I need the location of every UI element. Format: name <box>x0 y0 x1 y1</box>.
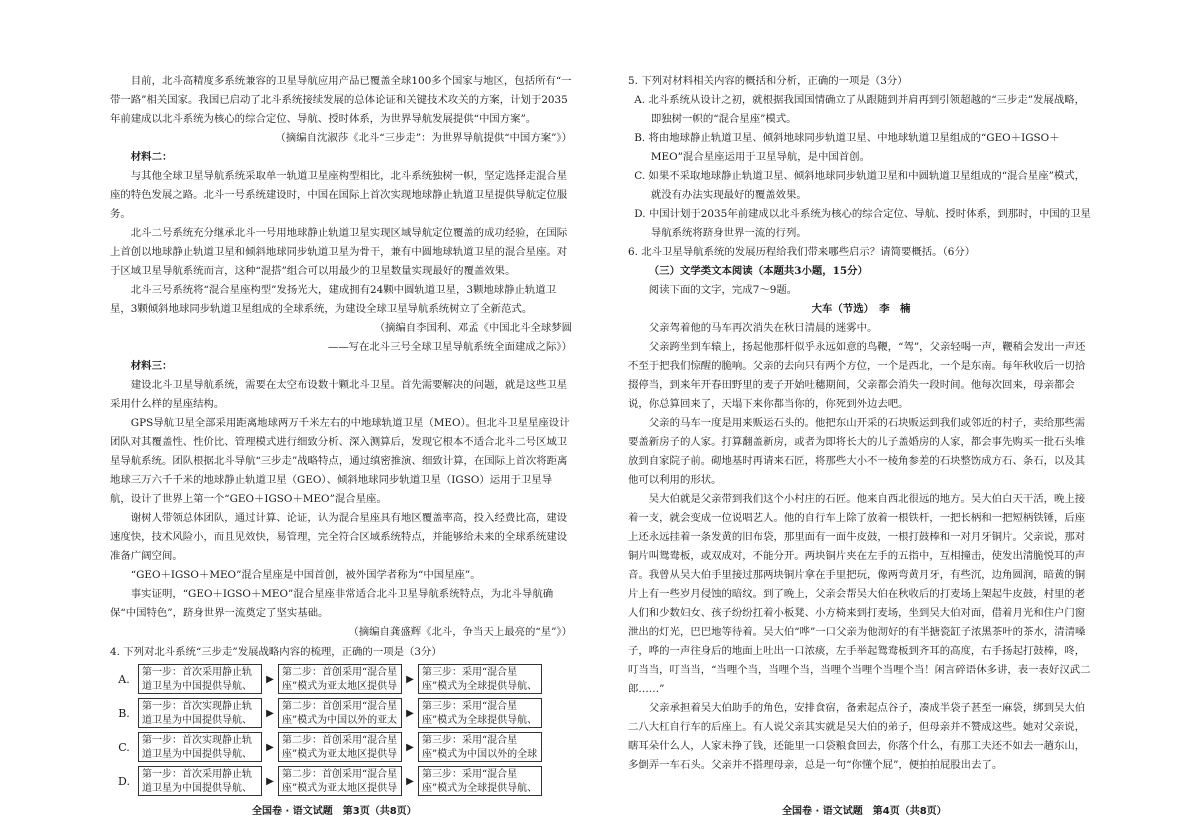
step-box: 第三步：采用“混合星座”模式为全球提供导航、 <box>418 698 542 728</box>
material1-paragraph: 目前，北斗高精度多系统兼容的卫星导航应用产品已覆盖全球100多个国家与地区，包括所有“一带一路”相关国家。我国已启动了北斗系统接续发展的总体论证和关键技术攻关的方案，计划于2035年前建成以北斗系统为核心的综合定位、导航、授时体系，为世界导航发展提供“中国方案”。 <box>110 75 572 125</box>
choice-letter: C. <box>118 740 130 754</box>
option-c[interactable]: C. 如果不采取地球静止轨道卫星、倾斜地球同步轨道卫星和中圆轨道卫星组成的“混合星座”模式，就没有办法实现最好的覆盖效果。 <box>634 170 1086 201</box>
right-page <box>628 72 1094 775</box>
choice-letter: D. <box>118 774 130 788</box>
step-box: 第二步：首创采用“混合星座”模式为中国以外的亚太 <box>278 698 402 728</box>
material3-paragraph: “GEO＋IGSO＋MEO”混合星座是中国首创，被外国学者称为“中国星座”。 <box>130 569 481 581</box>
question-4: 4. 下列对北斗系统“三步走”发展战略内容的梳理，正确的一项是（3分） <box>110 646 442 658</box>
arrow-right-icon: ▶ <box>266 775 274 787</box>
step-box: 第二步：首创采用“混合星座”模式为亚太地区提供导 <box>278 664 402 694</box>
question-6: 6. 北斗卫星导航系统的发展历程给我们带来哪些启示？请简要概括。（6分） <box>628 246 976 258</box>
arrow-right-icon: ▶ <box>406 673 414 685</box>
reading-instruction: 阅读下面的文字，完成7～9题。 <box>648 284 798 296</box>
material2-paragraph: 与其他全球卫星导航系统采取单一轨道卫星座构型相比，北斗系统独树一帜，坚定选择走混合星座的特色发展之路。北斗一号系统建设时，中国在国际上首次实现地球静止轨道卫星提供导航定位服务。 <box>110 170 568 220</box>
story-paragraph: 父亲的马车一度是用来贩运石头的。他把东山开采的石块贩运到我们或邻近的村子，卖给那些需要盖新房子的人家。打算翻盖新房，或者为即将长大的儿子盖婚房的人家，都会事先购买一批石头堆放到自家院子前。砌地基时再请来石匠，将那些大小不一棱角参差的石块整饬成方石、条石，以及其他可以利用的形状。 <box>628 417 1086 486</box>
material3-paragraph: 建设北斗卫星导航系统，需要在太空布设数十颗北斗卫星。首先需要解决的问题，就是这些卫星采用什么样的星座结构。 <box>110 379 568 410</box>
step-box: 第一步：首次实现静止轨道卫星为中国提供导航、 <box>138 698 262 728</box>
arrow-right-icon: ▶ <box>406 741 414 753</box>
step-box: 第二步：首创采用“混合星座”模式为亚太地区提供导 <box>278 732 402 762</box>
arrow-right-icon: ▶ <box>266 741 274 753</box>
option-a[interactable]: A. 北斗系统从设计之初，就根据我国国情确立了从跟随到并肩再到引领超越的“三步走”发展战略，即独树一帜的“混合星座”模式。 <box>634 94 1085 125</box>
step-box: 第三步：采用“混合星座”模式为全球提供导航、 <box>418 766 542 796</box>
step-box: 第三步：采用“混合星座”模式为中国以外的全球 <box>418 732 542 762</box>
choice-row[interactable] <box>110 732 572 762</box>
source-note: （摘编自李国利、邓孟《中国北斗全球梦圆 <box>374 322 572 334</box>
choice-letter: A. <box>118 672 130 686</box>
arrow-right-icon: ▶ <box>266 707 274 719</box>
step-box: 第一步：首次采用静止轨道卫星为中国提供导航、 <box>138 664 262 694</box>
arrow-right-icon: ▶ <box>406 775 414 787</box>
step-box: 第二步：首创采用“混合星座”模式为亚太地区提供导 <box>278 766 402 796</box>
source-note: ——写在北斗三号全球卫星导航系统全面建成之际》） <box>327 341 572 353</box>
material2-heading: 材料二： <box>130 151 173 163</box>
material3-heading: 材料三： <box>130 360 173 372</box>
option-d[interactable]: D. 中国计划于2035年前建成以北斗系统为核心的综合定位、导航、授时体系，到那时，中国的卫星导航系统将跻身世界一流的行列。 <box>634 208 1091 239</box>
choice-row[interactable] <box>110 664 572 694</box>
material2-paragraph: 北斗二号系统充分继承北斗一号用地球静止轨道卫星实现区域导航定位覆盖的成功经验，在国际上首创以地球静止轨道卫星和倾斜地球同步轨道卫星为骨干，兼有中圆地球轨道卫星的混合星座。对于区域卫星导航系统而言，这种“混搭”组合可以用最少的卫星数量实现最好的覆盖效果。 <box>110 227 568 277</box>
arrow-right-icon: ▶ <box>406 707 414 719</box>
story-paragraph: 父亲跨坐到车辕上，扬起他那杆似乎永远如意的鸟鞭，“驾”，父亲轻喝一声，鞭稍会发出一声还不至于把我们惊醒的脆响。父亲的去向只有两个方位，一个是西北，一个是东南。每年秋收后一切拾掇停当，到来年开春田野里的麦子开始吐穗期间，父亲都会消失一段时间。他每次回来，母亲都会说，你总算回来了，天塌下来你都当你的，你死到外边去吧。 <box>628 341 1086 410</box>
step-box: 第一步：首次实现静止轨道卫星为中国提供导航、 <box>138 732 262 762</box>
source-note: （摘编自龚盛辉《北斗，争当天上最亮的“星”》） <box>348 626 572 638</box>
choice-row[interactable] <box>110 766 572 796</box>
question-4-choices <box>110 664 572 796</box>
source-note: （摘编自沈淑莎《北斗“三步走”：为世界导航提供“中国方案”》） <box>275 132 572 144</box>
question-5: 5. 下列对材料相关内容的概括和分析，正确的一项是（3分） <box>628 75 908 87</box>
page-footer: 全国卷 · 语文试题 第3页（共8页） <box>252 806 417 817</box>
section-heading: （三）文学类文本阅读（本题共3小题，15分） <box>648 265 868 277</box>
option-b[interactable]: B. 将由地球静止轨道卫星、倾斜地球同步轨道卫星、中地球轨道卫星组成的“GEO＋IGSO＋MEO”混合星座运用于卫星导航，是中国首创。 <box>634 132 1060 163</box>
arrow-right-icon: ▶ <box>266 673 274 685</box>
left-page <box>110 72 572 800</box>
story-paragraph: 父亲承担着吴大伯助手的角色，安排食宿，备索起点谷子，凑成半袋子甚至一麻袋，绑到吴大伯二八大杠自行车的后座上。有人说父亲其实就是吴大伯的弟子，但母亲并不赞成这些。她对父亲说，瞎耳朵什么人，人家未挣了钱，还能里一口袋粮食回去，你落个什么，有那工夫还不如去一趟东山，多倒弄一车石头。父亲并不搭理母亲，总是一句“你懂个屁”，便拍拍屁股出去了。 <box>628 702 1086 771</box>
choice-letter: B. <box>118 706 130 720</box>
material3-paragraph: 谢树人带领总体团队，通过计算、论证，认为混合星座具有地区覆盖率高，投入经费比高，建设速度快，技术风险小，而且见效快，易管理，完全符合区域系统特点，并能够给未来的全球系统建设准备广阔空间。 <box>110 512 568 562</box>
page-footer: 全国卷 · 语文试题 第4页（共8页） <box>782 806 947 817</box>
choice-row[interactable] <box>110 698 572 728</box>
story-paragraph: 吴大伯就是父亲带到我们这个小村庄的石匠。他来自西北很远的地方。吴大伯白天干活，晚上接着一支，就会变成一位说唱艺人。他的自行车上除了放着一根铁杆，一把长柄和一把短柄铁锤，后座上还永远挂着一条发黄的旧布袋，那里面有一面牛皮鼓，一根打鼓棒和一对月牙铜片。父亲说，那对铜片叫鸳鸯板，或双成对，不能分开。两块铜片夹在左手的五指中，互相撞击，使发出清脆悦耳的声音。我曾从吴大伯手里接过那两块铜片拿在手里把玩，像两弯黄月牙，有些沉，边角圆润，暗黄的铜片上有一些岁月侵蚀的暗纹。到了晚上，父亲会帮吴大伯在秋收后的打麦场上架起牛皮鼓，村里的老人们和少数妇女、孩子纷纷扛着小板凳、小方椅来到打麦场，坐到吴大伯对面，借着月光和住户门窗泄出的灯光，巴巴地等待着。吴大伯“哗”一口父亲为他沏好的有半搪瓷缸子浓黑茶叶的茶水，清清嗓子，哗的一声往身后的地面上吐出一口浓痰，左手举起鸳鸯板到齐耳的高度，右手扬起打鼓棒，咚，叮当当，叮当当，“当哩个当，当哩个当，当哩个当哩个当哩个当！闲言碎语休多讲，表一表好汉武二郎……” <box>628 493 1091 695</box>
material3-paragraph: GPS导航卫星全部采用距离地球两万千米左右的中地球轨道卫星（MEO）。但北斗卫星星座设计团队对其覆盖性、性价比、管理模式进行细致分析、深入测算后，发现它根本不适合北斗二号区域卫星导航系统。团队根据北斗导航“三步走”战略特点，通过缜密推演、细致计算，在国际上首次将距离地球三万六千千米的地球静止轨道卫星（GEO）、倾斜地球同步轨道卫星（IGSO）运用于卫星导航，设计了世界上第一个“GEO＋IGSO＋MEO”混合星座。 <box>110 417 570 505</box>
material3-paragraph: 事实证明，“GEO＋IGSO＋MEO”混合星座非常适合北斗卫星导航系统特点，为北斗导航确保“中国特色”，跻身世界一流奠定了坚实基础。 <box>110 588 554 619</box>
story-title: 大车（节选） 李 楠 <box>811 303 911 315</box>
step-box: 第三步：采用“混合星座”模式为全球提供导航、 <box>418 664 542 694</box>
story-paragraph: 父亲驾着他的马车再次消失在秋日清晨的迷雾中。 <box>648 322 878 334</box>
material2-paragraph: 北斗三号系统将“混合星座构型”发扬光大，建成拥有24颗中圆轨道卫星，3颗地球静止轨道卫星，3颗倾斜地球同步轨道卫星组成的全球系统，为建设全球卫星导航系统树立了全新范式。 <box>110 284 557 315</box>
step-box: 第一步：首次采用静止轨道卫星为中国提供导航、 <box>138 766 262 796</box>
